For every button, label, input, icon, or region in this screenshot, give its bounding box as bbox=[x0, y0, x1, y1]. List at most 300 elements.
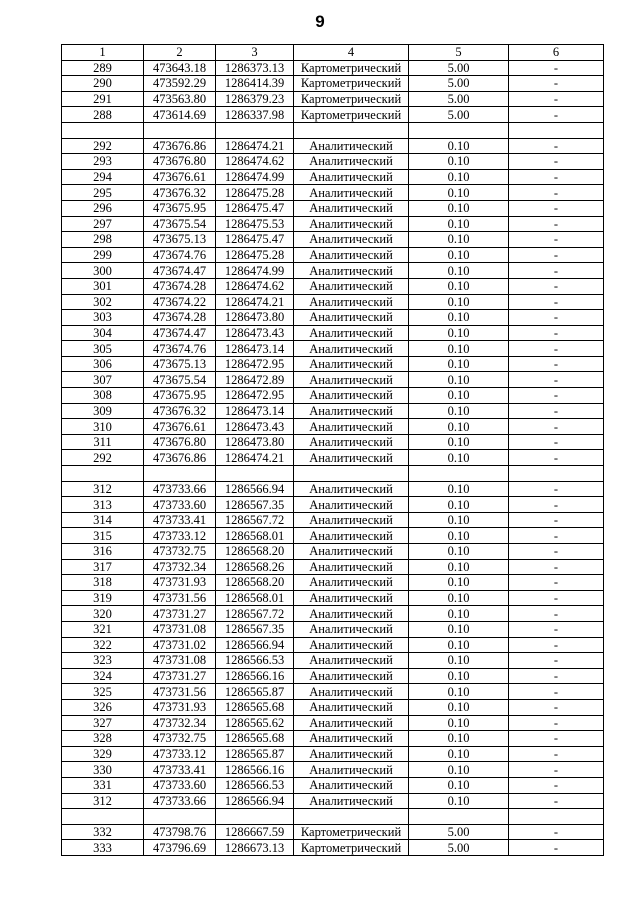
table-row bbox=[62, 777, 604, 793]
accuracy-cell: 0.10 bbox=[409, 497, 509, 513]
note-cell: - bbox=[509, 169, 604, 185]
point-number-cell: 317 bbox=[62, 559, 144, 575]
note-cell: - bbox=[509, 668, 604, 684]
y-coordinate-cell: 1286565.68 bbox=[216, 699, 294, 715]
note-cell: - bbox=[509, 154, 604, 170]
table-row bbox=[62, 278, 604, 294]
table-row bbox=[62, 575, 604, 591]
y-coordinate-cell: 1286566.94 bbox=[216, 637, 294, 653]
note-cell: - bbox=[509, 341, 604, 357]
table-row bbox=[62, 263, 604, 279]
table-row bbox=[62, 419, 604, 435]
x-coordinate-cell: 473732.75 bbox=[144, 731, 216, 747]
method-cell: Аналитический bbox=[294, 559, 409, 575]
x-coordinate-cell: 473675.13 bbox=[144, 232, 216, 248]
x-coordinate-cell: 473676.80 bbox=[144, 154, 216, 170]
note-cell: - bbox=[509, 699, 604, 715]
y-coordinate-cell: 1286474.99 bbox=[216, 263, 294, 279]
note-cell: - bbox=[509, 107, 604, 123]
x-coordinate-cell: 473674.47 bbox=[144, 325, 216, 341]
y-coordinate-cell: 1286568.01 bbox=[216, 528, 294, 544]
y-coordinate-cell: 1286568.01 bbox=[216, 590, 294, 606]
note-cell: - bbox=[509, 824, 604, 840]
method-cell: Аналитический bbox=[294, 762, 409, 778]
method-cell bbox=[294, 466, 409, 482]
table-row bbox=[62, 699, 604, 715]
accuracy-cell: 0.10 bbox=[409, 450, 509, 466]
method-cell: Аналитический bbox=[294, 419, 409, 435]
table-row bbox=[62, 684, 604, 700]
note-cell: - bbox=[509, 544, 604, 560]
point-number-cell: 312 bbox=[62, 793, 144, 809]
table-row bbox=[62, 403, 604, 419]
accuracy-cell: 0.10 bbox=[409, 232, 509, 248]
method-cell: Аналитический bbox=[294, 232, 409, 248]
method-cell: Аналитический bbox=[294, 481, 409, 497]
accuracy-cell: 0.10 bbox=[409, 185, 509, 201]
x-coordinate-cell: 473643.18 bbox=[144, 60, 216, 76]
y-coordinate-cell: 1286337.98 bbox=[216, 107, 294, 123]
table-row bbox=[62, 621, 604, 637]
separator-row bbox=[62, 809, 604, 825]
table-row bbox=[62, 481, 604, 497]
y-coordinate-cell: 1286474.21 bbox=[216, 294, 294, 310]
accuracy-cell: 0.10 bbox=[409, 575, 509, 591]
y-coordinate-cell: 1286474.99 bbox=[216, 169, 294, 185]
note-cell: - bbox=[509, 200, 604, 216]
y-coordinate-cell: 1286414.39 bbox=[216, 76, 294, 92]
table-row bbox=[62, 528, 604, 544]
y-coordinate-cell bbox=[216, 809, 294, 825]
table-row bbox=[62, 154, 604, 170]
point-number-cell bbox=[62, 466, 144, 482]
point-number-cell: 332 bbox=[62, 824, 144, 840]
x-coordinate-cell: 473675.95 bbox=[144, 388, 216, 404]
x-coordinate-cell: 473592.29 bbox=[144, 76, 216, 92]
method-cell: Картометрический bbox=[294, 840, 409, 856]
y-coordinate-cell: 1286473.14 bbox=[216, 341, 294, 357]
point-number-cell: 299 bbox=[62, 247, 144, 263]
note-cell: - bbox=[509, 294, 604, 310]
x-coordinate-cell: 473674.76 bbox=[144, 341, 216, 357]
note-cell: - bbox=[509, 512, 604, 528]
note-cell: - bbox=[509, 637, 604, 653]
note-cell: - bbox=[509, 653, 604, 669]
point-number-cell: 314 bbox=[62, 512, 144, 528]
note-cell: - bbox=[509, 731, 604, 747]
point-number-cell: 292 bbox=[62, 450, 144, 466]
header-row bbox=[62, 45, 604, 61]
separator-row bbox=[62, 466, 604, 482]
method-cell: Картометрический bbox=[294, 107, 409, 123]
x-coordinate-cell: 473676.86 bbox=[144, 450, 216, 466]
method-cell: Аналитический bbox=[294, 403, 409, 419]
y-coordinate-cell: 1286373.13 bbox=[216, 60, 294, 76]
accuracy-cell: 0.10 bbox=[409, 372, 509, 388]
y-coordinate-cell: 1286566.16 bbox=[216, 668, 294, 684]
table-body bbox=[62, 60, 604, 855]
accuracy-cell: 0.10 bbox=[409, 169, 509, 185]
table-row bbox=[62, 294, 604, 310]
accuracy-cell: 0.10 bbox=[409, 699, 509, 715]
x-coordinate-cell: 473733.66 bbox=[144, 481, 216, 497]
accuracy-cell: 0.10 bbox=[409, 746, 509, 762]
accuracy-cell: 0.10 bbox=[409, 419, 509, 435]
point-number-cell: 303 bbox=[62, 310, 144, 326]
point-number-cell: 328 bbox=[62, 731, 144, 747]
table-row bbox=[62, 731, 604, 747]
note-cell: - bbox=[509, 715, 604, 731]
accuracy-cell: 0.10 bbox=[409, 247, 509, 263]
x-coordinate-cell: 473733.41 bbox=[144, 762, 216, 778]
x-coordinate-cell: 473674.47 bbox=[144, 263, 216, 279]
table-row bbox=[62, 232, 604, 248]
method-cell: Аналитический bbox=[294, 621, 409, 637]
accuracy-cell: 0.10 bbox=[409, 325, 509, 341]
y-coordinate-cell: 1286474.62 bbox=[216, 278, 294, 294]
method-cell: Аналитический bbox=[294, 653, 409, 669]
note-cell: - bbox=[509, 325, 604, 341]
point-number-cell: 327 bbox=[62, 715, 144, 731]
accuracy-cell: 0.10 bbox=[409, 777, 509, 793]
point-number-cell: 305 bbox=[62, 341, 144, 357]
method-cell bbox=[294, 122, 409, 138]
x-coordinate-cell: 473733.60 bbox=[144, 497, 216, 513]
point-number-cell: 292 bbox=[62, 138, 144, 154]
point-number-cell: 323 bbox=[62, 653, 144, 669]
x-coordinate-cell: 473675.95 bbox=[144, 200, 216, 216]
y-coordinate-cell: 1286472.95 bbox=[216, 388, 294, 404]
y-coordinate-cell: 1286473.43 bbox=[216, 325, 294, 341]
x-coordinate-cell: 473731.56 bbox=[144, 590, 216, 606]
note-cell: - bbox=[509, 356, 604, 372]
y-coordinate-cell: 1286568.26 bbox=[216, 559, 294, 575]
y-coordinate-cell: 1286673.13 bbox=[216, 840, 294, 856]
point-number-cell: 326 bbox=[62, 699, 144, 715]
accuracy-cell: 0.10 bbox=[409, 434, 509, 450]
y-coordinate-cell: 1286473.14 bbox=[216, 403, 294, 419]
point-number-cell: 300 bbox=[62, 263, 144, 279]
point-number-cell: 304 bbox=[62, 325, 144, 341]
accuracy-cell: 0.10 bbox=[409, 621, 509, 637]
method-cell: Картометрический bbox=[294, 60, 409, 76]
point-number-cell: 301 bbox=[62, 278, 144, 294]
x-coordinate-cell: 473676.61 bbox=[144, 169, 216, 185]
table-row bbox=[62, 559, 604, 575]
table-header bbox=[62, 45, 604, 61]
accuracy-cell: 0.10 bbox=[409, 403, 509, 419]
point-number-cell: 293 bbox=[62, 154, 144, 170]
accuracy-cell: 0.10 bbox=[409, 263, 509, 279]
accuracy-cell: 0.10 bbox=[409, 341, 509, 357]
x-coordinate-cell: 473731.02 bbox=[144, 637, 216, 653]
x-coordinate-cell: 473731.56 bbox=[144, 684, 216, 700]
point-number-cell: 324 bbox=[62, 668, 144, 684]
point-number-cell: 321 bbox=[62, 621, 144, 637]
x-coordinate-cell: 473674.28 bbox=[144, 310, 216, 326]
accuracy-cell: 5.00 bbox=[409, 107, 509, 123]
column-header-2: 2 bbox=[144, 45, 216, 61]
method-cell: Аналитический bbox=[294, 216, 409, 232]
point-number-cell: 333 bbox=[62, 840, 144, 856]
note-cell: - bbox=[509, 559, 604, 575]
y-coordinate-cell: 1286473.43 bbox=[216, 419, 294, 435]
x-coordinate-cell: 473614.69 bbox=[144, 107, 216, 123]
method-cell: Аналитический bbox=[294, 699, 409, 715]
table-row bbox=[62, 653, 604, 669]
method-cell: Картометрический bbox=[294, 76, 409, 92]
point-number-cell: 291 bbox=[62, 91, 144, 107]
y-coordinate-cell: 1286475.28 bbox=[216, 185, 294, 201]
point-number-cell: 310 bbox=[62, 419, 144, 435]
x-coordinate-cell: 473675.54 bbox=[144, 216, 216, 232]
point-number-cell: 322 bbox=[62, 637, 144, 653]
note-cell: - bbox=[509, 746, 604, 762]
x-coordinate-cell bbox=[144, 809, 216, 825]
method-cell: Аналитический bbox=[294, 341, 409, 357]
method-cell: Аналитический bbox=[294, 668, 409, 684]
x-coordinate-cell: 473676.32 bbox=[144, 185, 216, 201]
method-cell: Аналитический bbox=[294, 793, 409, 809]
accuracy-cell: 5.00 bbox=[409, 76, 509, 92]
note-cell: - bbox=[509, 372, 604, 388]
table-row bbox=[62, 91, 604, 107]
table-row bbox=[62, 169, 604, 185]
method-cell: Аналитический bbox=[294, 684, 409, 700]
method-cell: Аналитический bbox=[294, 450, 409, 466]
x-coordinate-cell bbox=[144, 466, 216, 482]
note-cell: - bbox=[509, 684, 604, 700]
y-coordinate-cell: 1286568.20 bbox=[216, 575, 294, 591]
method-cell: Аналитический bbox=[294, 637, 409, 653]
method-cell: Аналитический bbox=[294, 388, 409, 404]
y-coordinate-cell: 1286475.47 bbox=[216, 200, 294, 216]
accuracy-cell: 0.10 bbox=[409, 684, 509, 700]
y-coordinate-cell: 1286472.95 bbox=[216, 356, 294, 372]
table-row bbox=[62, 76, 604, 92]
note-cell: - bbox=[509, 263, 604, 279]
x-coordinate-cell: 473733.12 bbox=[144, 746, 216, 762]
note-cell: - bbox=[509, 621, 604, 637]
y-coordinate-cell: 1286474.62 bbox=[216, 154, 294, 170]
point-number-cell: 312 bbox=[62, 481, 144, 497]
accuracy-cell: 0.10 bbox=[409, 200, 509, 216]
method-cell: Аналитический bbox=[294, 544, 409, 560]
point-number-cell: 331 bbox=[62, 777, 144, 793]
x-coordinate-cell: 473731.08 bbox=[144, 653, 216, 669]
x-coordinate-cell: 473731.08 bbox=[144, 621, 216, 637]
note-cell: - bbox=[509, 528, 604, 544]
y-coordinate-cell: 1286475.28 bbox=[216, 247, 294, 263]
accuracy-cell: 0.10 bbox=[409, 653, 509, 669]
y-coordinate-cell: 1286472.89 bbox=[216, 372, 294, 388]
point-number-cell: 302 bbox=[62, 294, 144, 310]
table-row bbox=[62, 341, 604, 357]
note-cell: - bbox=[509, 76, 604, 92]
method-cell: Аналитический bbox=[294, 715, 409, 731]
note-cell bbox=[509, 122, 604, 138]
method-cell: Аналитический bbox=[294, 528, 409, 544]
point-number-cell: 298 bbox=[62, 232, 144, 248]
method-cell: Аналитический bbox=[294, 154, 409, 170]
table-row bbox=[62, 60, 604, 76]
method-cell: Аналитический bbox=[294, 169, 409, 185]
method-cell: Аналитический bbox=[294, 606, 409, 622]
y-coordinate-cell: 1286566.94 bbox=[216, 481, 294, 497]
y-coordinate-cell: 1286565.87 bbox=[216, 746, 294, 762]
accuracy-cell: 0.10 bbox=[409, 356, 509, 372]
accuracy-cell: 0.10 bbox=[409, 544, 509, 560]
accuracy-cell: 0.10 bbox=[409, 590, 509, 606]
table-row bbox=[62, 793, 604, 809]
method-cell: Аналитический bbox=[294, 263, 409, 279]
method-cell: Аналитический bbox=[294, 294, 409, 310]
y-coordinate-cell: 1286565.68 bbox=[216, 731, 294, 747]
accuracy-cell: 0.10 bbox=[409, 138, 509, 154]
note-cell: - bbox=[509, 450, 604, 466]
table-row bbox=[62, 762, 604, 778]
y-coordinate-cell: 1286566.16 bbox=[216, 762, 294, 778]
x-coordinate-cell: 473798.76 bbox=[144, 824, 216, 840]
y-coordinate-cell: 1286567.72 bbox=[216, 606, 294, 622]
accuracy-cell: 0.10 bbox=[409, 637, 509, 653]
accuracy-cell bbox=[409, 122, 509, 138]
point-number-cell: 307 bbox=[62, 372, 144, 388]
point-number-cell: 320 bbox=[62, 606, 144, 622]
accuracy-cell: 5.00 bbox=[409, 824, 509, 840]
x-coordinate-cell: 473675.13 bbox=[144, 356, 216, 372]
y-coordinate-cell: 1286475.47 bbox=[216, 232, 294, 248]
x-coordinate-cell: 473563.80 bbox=[144, 91, 216, 107]
note-cell: - bbox=[509, 388, 604, 404]
method-cell: Аналитический bbox=[294, 497, 409, 513]
accuracy-cell bbox=[409, 809, 509, 825]
method-cell: Аналитический bbox=[294, 185, 409, 201]
accuracy-cell: 0.10 bbox=[409, 278, 509, 294]
point-number-cell: 329 bbox=[62, 746, 144, 762]
x-coordinate-cell: 473731.27 bbox=[144, 668, 216, 684]
y-coordinate-cell: 1286565.62 bbox=[216, 715, 294, 731]
accuracy-cell: 0.10 bbox=[409, 762, 509, 778]
note-cell: - bbox=[509, 762, 604, 778]
y-coordinate-cell: 1286567.72 bbox=[216, 512, 294, 528]
table-row bbox=[62, 200, 604, 216]
y-coordinate-cell: 1286474.21 bbox=[216, 138, 294, 154]
table-row bbox=[62, 107, 604, 123]
table-row bbox=[62, 840, 604, 856]
y-coordinate-cell: 1286568.20 bbox=[216, 544, 294, 560]
point-number-cell bbox=[62, 122, 144, 138]
accuracy-cell: 0.10 bbox=[409, 668, 509, 684]
point-number-cell: 316 bbox=[62, 544, 144, 560]
note-cell: - bbox=[509, 91, 604, 107]
y-coordinate-cell: 1286473.80 bbox=[216, 310, 294, 326]
y-coordinate-cell: 1286566.53 bbox=[216, 777, 294, 793]
method-cell: Аналитический bbox=[294, 590, 409, 606]
note-cell: - bbox=[509, 793, 604, 809]
x-coordinate-cell: 473731.93 bbox=[144, 699, 216, 715]
y-coordinate-cell: 1286473.80 bbox=[216, 434, 294, 450]
note-cell: - bbox=[509, 185, 604, 201]
table-row bbox=[62, 138, 604, 154]
y-coordinate-cell bbox=[216, 466, 294, 482]
note-cell: - bbox=[509, 403, 604, 419]
x-coordinate-cell: 473674.22 bbox=[144, 294, 216, 310]
x-coordinate-cell: 473676.80 bbox=[144, 434, 216, 450]
table-row bbox=[62, 325, 604, 341]
method-cell: Аналитический bbox=[294, 200, 409, 216]
note-cell bbox=[509, 466, 604, 482]
accuracy-cell: 0.10 bbox=[409, 512, 509, 528]
accuracy-cell: 0.10 bbox=[409, 310, 509, 326]
note-cell: - bbox=[509, 575, 604, 591]
x-coordinate-cell: 473732.34 bbox=[144, 559, 216, 575]
accuracy-cell: 0.10 bbox=[409, 481, 509, 497]
method-cell: Картометрический bbox=[294, 824, 409, 840]
y-coordinate-cell: 1286379.23 bbox=[216, 91, 294, 107]
column-header-4: 4 bbox=[294, 45, 409, 61]
method-cell: Аналитический bbox=[294, 434, 409, 450]
point-number-cell: 294 bbox=[62, 169, 144, 185]
column-header-6: 6 bbox=[509, 45, 604, 61]
accuracy-cell: 0.10 bbox=[409, 559, 509, 575]
method-cell: Аналитический bbox=[294, 746, 409, 762]
y-coordinate-cell: 1286475.53 bbox=[216, 216, 294, 232]
point-number-cell: 296 bbox=[62, 200, 144, 216]
method-cell: Аналитический bbox=[294, 310, 409, 326]
accuracy-cell: 0.10 bbox=[409, 715, 509, 731]
y-coordinate-cell: 1286566.53 bbox=[216, 653, 294, 669]
point-number-cell: 311 bbox=[62, 434, 144, 450]
x-coordinate-cell: 473676.61 bbox=[144, 419, 216, 435]
table-row bbox=[62, 372, 604, 388]
note-cell: - bbox=[509, 278, 604, 294]
table-row bbox=[62, 668, 604, 684]
y-coordinate-cell: 1286566.94 bbox=[216, 793, 294, 809]
x-coordinate-cell: 473674.28 bbox=[144, 278, 216, 294]
method-cell: Аналитический bbox=[294, 512, 409, 528]
accuracy-cell: 0.10 bbox=[409, 731, 509, 747]
accuracy-cell: 5.00 bbox=[409, 60, 509, 76]
column-header-1: 1 bbox=[62, 45, 144, 61]
note-cell: - bbox=[509, 60, 604, 76]
note-cell: - bbox=[509, 419, 604, 435]
note-cell: - bbox=[509, 590, 604, 606]
method-cell: Аналитический bbox=[294, 575, 409, 591]
x-coordinate-cell: 473733.41 bbox=[144, 512, 216, 528]
accuracy-cell: 0.10 bbox=[409, 528, 509, 544]
table-row bbox=[62, 388, 604, 404]
note-cell: - bbox=[509, 232, 604, 248]
x-coordinate-cell: 473733.12 bbox=[144, 528, 216, 544]
point-number-cell: 306 bbox=[62, 356, 144, 372]
accuracy-cell: 0.10 bbox=[409, 606, 509, 622]
note-cell bbox=[509, 809, 604, 825]
point-number-cell: 290 bbox=[62, 76, 144, 92]
method-cell: Аналитический bbox=[294, 731, 409, 747]
method-cell: Картометрический bbox=[294, 91, 409, 107]
accuracy-cell: 5.00 bbox=[409, 91, 509, 107]
table-row bbox=[62, 356, 604, 372]
note-cell: - bbox=[509, 840, 604, 856]
table-row bbox=[62, 216, 604, 232]
x-coordinate-cell bbox=[144, 122, 216, 138]
table-row bbox=[62, 185, 604, 201]
method-cell: Аналитический bbox=[294, 247, 409, 263]
x-coordinate-cell: 473731.93 bbox=[144, 575, 216, 591]
accuracy-cell: 0.10 bbox=[409, 154, 509, 170]
x-coordinate-cell: 473733.60 bbox=[144, 777, 216, 793]
